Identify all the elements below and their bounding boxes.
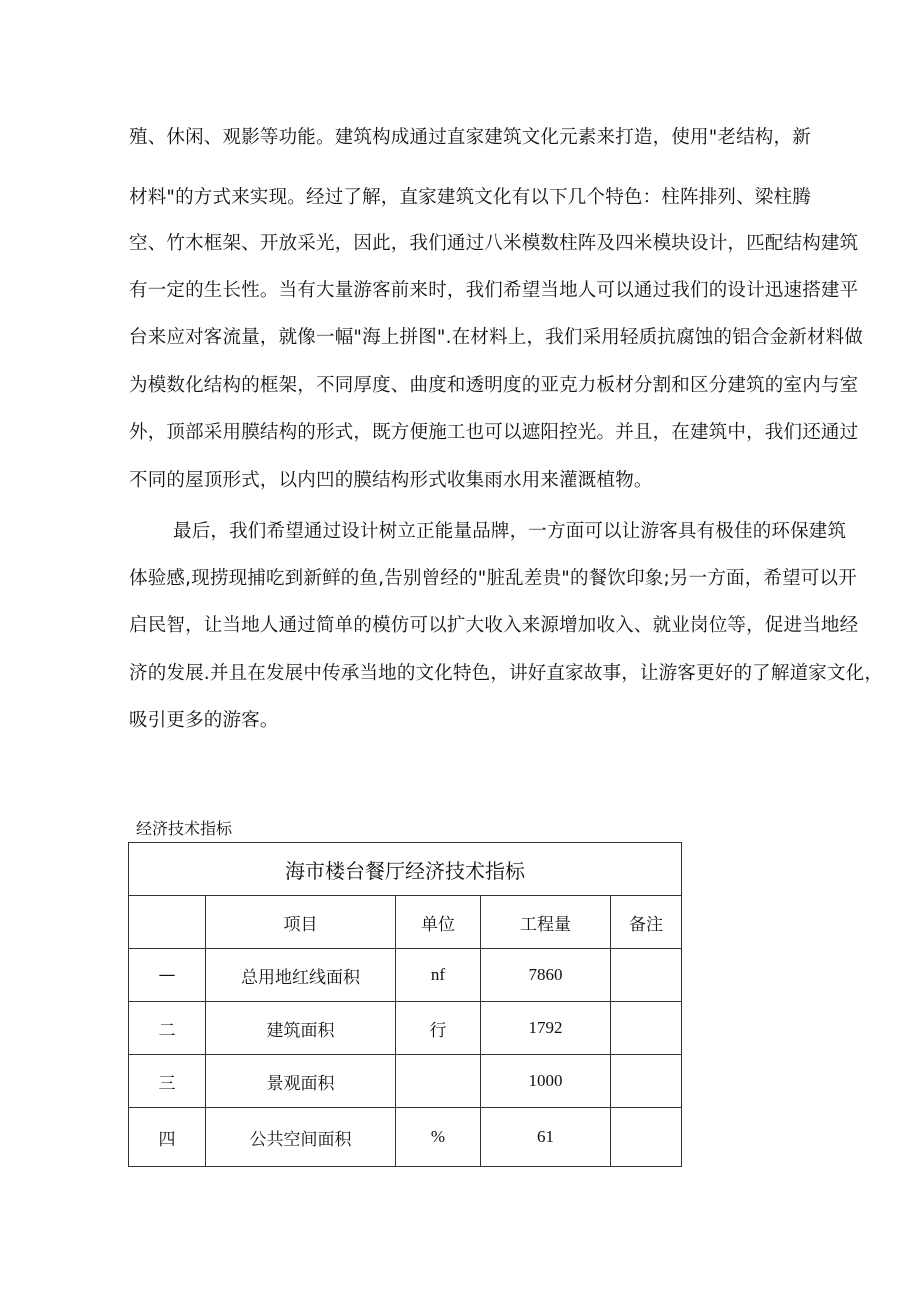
row-item: 景观面积 xyxy=(206,1055,396,1108)
table-row xyxy=(129,949,682,1002)
header-cell: 工程量 xyxy=(481,896,611,949)
row-note xyxy=(611,1055,682,1108)
header-cell: 项目 xyxy=(206,896,396,949)
header-cell: 单位 xyxy=(396,896,481,949)
table-row xyxy=(129,1108,682,1167)
row-quantity: 61 xyxy=(481,1108,611,1167)
paragraph-line: 吸引更多的游客。 xyxy=(129,710,279,731)
paragraph-line: 空、竹木框架、开放采光，因此，我们通过八米模数柱阵及四米模块设计，匹配结构建筑 xyxy=(129,233,859,254)
row-unit: % xyxy=(396,1108,481,1167)
paragraph-line: 台来应对客流量，就像一幅"海上拼图".在材料上，我们采用轻质抗腐蚀的铝合金新材料做 xyxy=(129,327,864,348)
paragraph-line: 材料"的方式来实现。经过了解，直家建筑文化有以下几个特色：柱阵排列、梁柱腾 xyxy=(129,187,811,208)
metrics-table xyxy=(128,842,682,1167)
header-cell xyxy=(129,896,206,949)
paragraph-line: 为模数化结构的框架，不同厚度、曲度和透明度的亚克力板材分割和区分建筑的室内与室 xyxy=(129,375,859,396)
table-row xyxy=(129,1002,682,1055)
row-number: 二 xyxy=(129,1002,206,1055)
table-row xyxy=(129,1055,682,1108)
row-number: 三 xyxy=(129,1055,206,1108)
header-cell: 备注 xyxy=(611,896,682,949)
paragraph-line: 启民智，让当地人通过简单的模仿可以扩大收入来源增加收入、就业岗位等，促进当地经 xyxy=(129,615,859,636)
row-item: 总用地红线面积 xyxy=(206,949,396,1002)
table-header-row xyxy=(129,896,682,949)
row-item: 公共空间面积 xyxy=(206,1108,396,1167)
row-quantity: 7860 xyxy=(481,949,611,1002)
paragraph-line: 体验感,现捞现捕吃到新鲜的鱼,告别曾经的"脏乱差贵"的餐饮印象;另一方面，希望可以开 xyxy=(129,568,857,589)
paragraph-line: 不同的屋顶形式，以内凹的膜结构形式收集雨水用来灌溉植物。 xyxy=(129,470,653,491)
paragraph-line: 有一定的生长性。当有大量游客前来时，我们希望当地人可以通过我们的设计迅速搭建平 xyxy=(129,280,859,301)
paragraph-line: 最后，我们希望通过设计树立正能量品牌，一方面可以让游客具有极佳的环保建筑 xyxy=(173,521,847,542)
table-caption: 经济技术指标 xyxy=(136,819,233,838)
row-item: 建筑面积 xyxy=(206,1002,396,1055)
row-note xyxy=(611,1108,682,1167)
row-unit: 行 xyxy=(396,1002,481,1055)
row-quantity: 1792 xyxy=(481,1002,611,1055)
table-title: 海市楼台餐厅经济技术指标 xyxy=(129,843,682,896)
row-note xyxy=(611,949,682,1002)
paragraph-line: 外，顶部采用膜结构的形式，既方便施工也可以遮阳控光。并且，在建筑中，我们还通过 xyxy=(129,422,859,443)
row-unit: nf xyxy=(396,949,481,1002)
row-quantity: 1000 xyxy=(481,1055,611,1108)
paragraph-line: 殖、休闲、观影等功能。建筑构成通过直家建筑文化元素来打造，使用"老结构，新 xyxy=(129,127,811,148)
row-number: — xyxy=(129,949,206,1002)
row-note xyxy=(611,1002,682,1055)
row-unit xyxy=(396,1055,481,1108)
paragraph-line: 济的发展.并且在发展中传承当地的文化特色，讲好直家故事，让游客更好的了解道家文化， xyxy=(129,663,884,684)
row-number: 四 xyxy=(129,1108,206,1167)
